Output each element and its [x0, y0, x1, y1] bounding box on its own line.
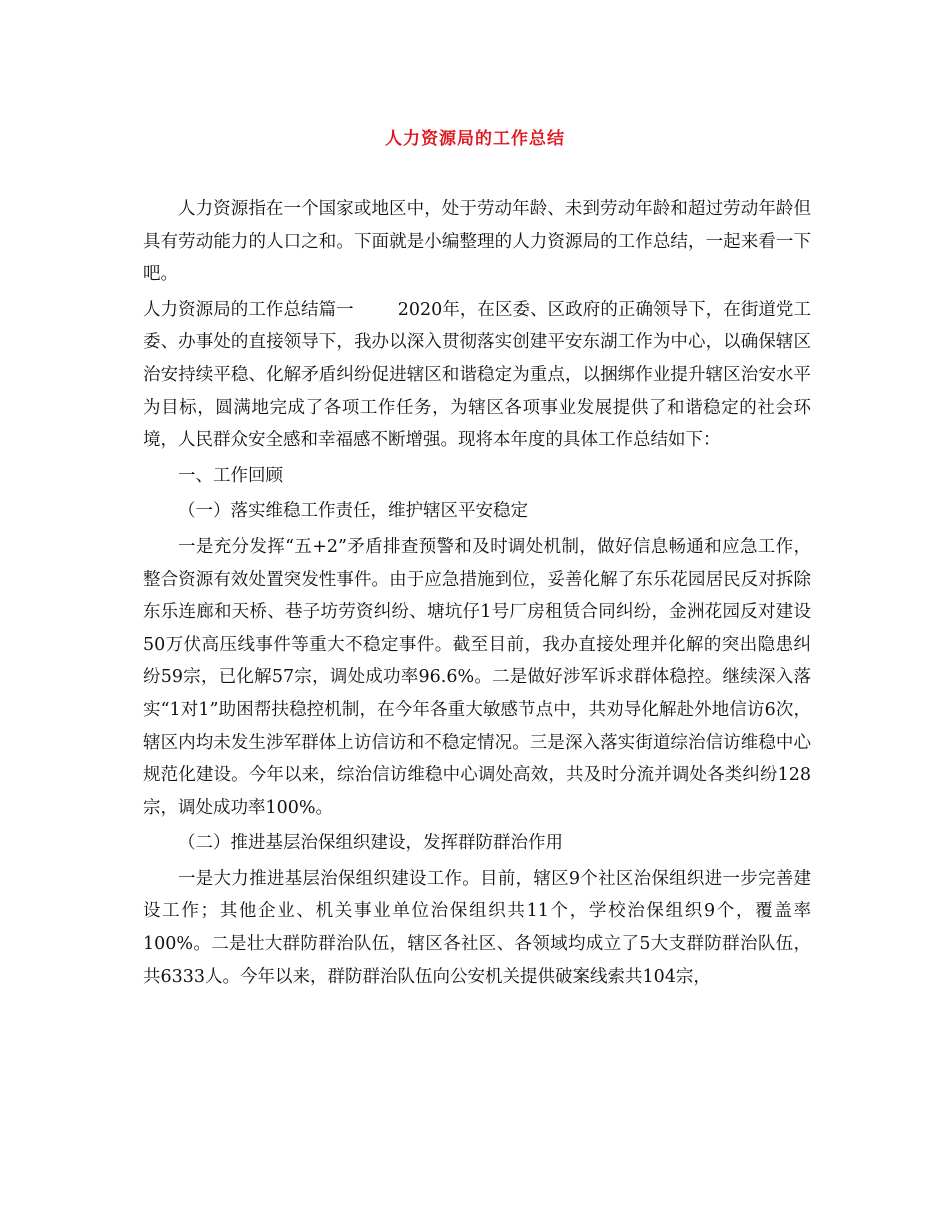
document-title: 人力资源局的工作总结	[385, 129, 565, 149]
part-one-label: 人力资源局的工作总结篇一	[143, 299, 354, 320]
part-one-paragraph	[143, 294, 811, 457]
subsection-paragraph: 一是充分发挥“五+2”矛盾排查预警和及时调处机制，做好信息畅通和应急工作，整合资源有效处置突发性事件。由于应急措施到位，妥善化解了东乐花园居民反对拆除东乐连廊和天桥、巷子坊劳资纠纷、塘坑仔1号厂房租赁合同纠纷，金洲花园反对建设50万伏高压线事件等重大不稳定事件。截至目前，我办直接处理并化解的突出隐患纠纷59宗，已化解57宗，调处成功率96.6%。二是做好涉军诉求群体稳控。继续深入落实“1对1”助困帮扶稳控机制，在今年各重大敏感节点中，共劝导化解赴外地信访6次，辖区内均未发生涉军群体上访信访和不稳定情况。三是深入落实街道综治信访维稳中心规范化建设。今年以来，综治信访维稳中心调处高效，共及时分流并调处各类纠纷128宗，调处成功率100%。	[143, 536, 811, 818]
section-heading: 一、工作回顾	[178, 465, 283, 486]
part-one-text: 2020年，在区委、区政府的正确领导下，在街道党工委、办事处的直接领导下，我办以深入贯彻落实创建平安东湖工作为中心，以确保辖区治安持续平稳、化解矛盾纠纷促进辖区和谐稳定为重点，以捆绑作业提升辖区治安水平为目标，圆满地完成了各项工作任务，为辖区各项事业发展提供了和谐稳定的社会环境，人民群众安全感和幸福感不断增强。现将本年度的具体工作总结如下：	[143, 299, 811, 451]
subsection-heading: （一）落实维稳工作责任，维护辖区平安稳定	[178, 501, 528, 522]
subsection-paragraph: 一是大力推进基层治保组织建设工作。目前，辖区9个社区治保组织进一步完善建设工作；其他企业、机关事业单位治保组织共11个，学校治保组织9个，覆盖率100%。二是壮大群防群治队伍，辖区各社区、各领域均成立了5大支群防群治队伍，共6333人。今年以来，群防群治队伍向公安机关提供破案线索共104宗，	[143, 868, 811, 987]
subsection-heading: （二）推进基层治保组织建设，发挥群防群治作用	[178, 833, 563, 854]
intro-paragraph: 人力资源指在一个国家或地区中，处于劳动年龄、未到劳动年龄和超过劳动年龄但具有劳动能力的人口之和。下面就是小编整理的人力资源局的工作总结，一起来看一下吧。	[143, 199, 811, 285]
document-body	[143, 193, 811, 993]
